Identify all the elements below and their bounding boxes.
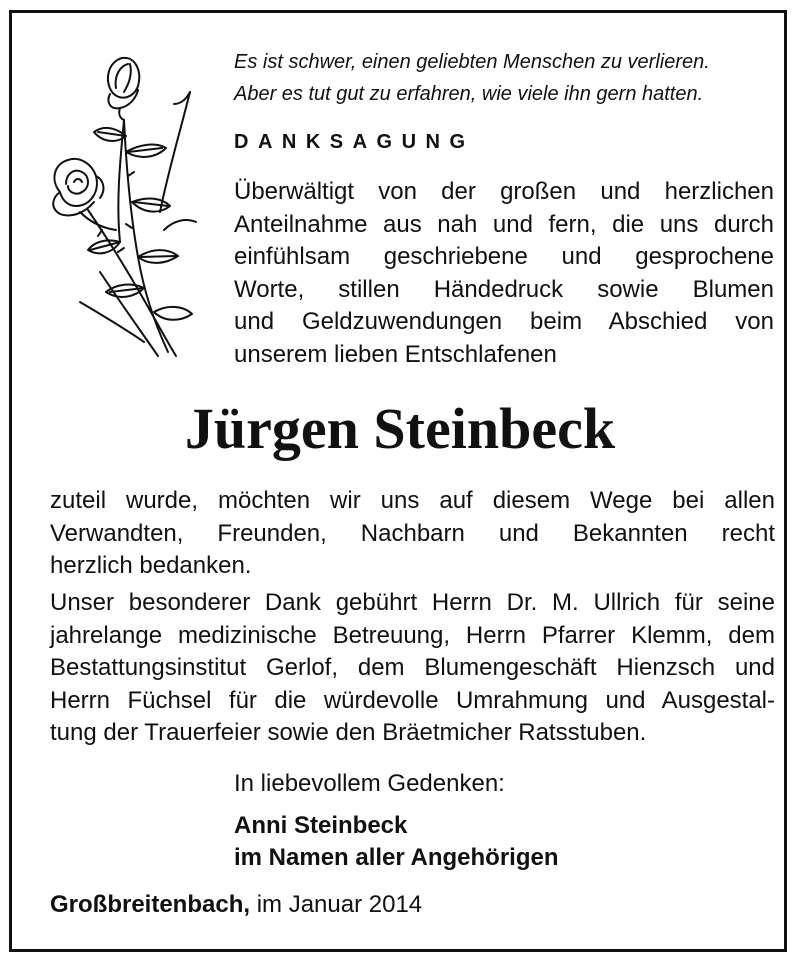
intro-line: unserem lieben Entschlafenen — [234, 340, 557, 368]
paragraph-line: jahrelange medizinische Betreuung, Herrn Pfarrer Klemm, dem — [50, 621, 775, 649]
signer-name: Anni Steinbeck — [234, 812, 408, 839]
intro-line: Überwältigt von der großen und herzlichen — [234, 178, 774, 205]
intro-line: einfühlsam geschriebene und gesprochene — [234, 243, 774, 270]
signer-block — [234, 810, 559, 874]
heading-danksagung: DANKSAGUNG — [234, 131, 475, 153]
intro-paragraph — [234, 176, 774, 371]
paragraph-line: Bestattungsinstitut Gerlof, dem Blumengeschäft Hienzsch und — [50, 654, 775, 681]
place-date-text: im Januar 2014 — [256, 891, 423, 918]
paragraph-line: zuteil wurde, möchten wir uns auf diesem Wege bei allen — [50, 487, 775, 514]
signer-on-behalf: im Namen aller Angehörigen — [234, 844, 559, 871]
quote-line: Aber es tut gut zu erfahren, wie viele ihn gern hatten. — [234, 83, 704, 105]
paragraph-line: tung der Trauerfeier sowie den Bräetmicher Ratsstuben. — [50, 719, 647, 746]
intro-line: Anteilnahme aus nah und fern, die uns durch — [234, 210, 774, 238]
place-date — [50, 889, 422, 921]
paragraph-line: Herrn Füchsel für die würdevolle Umrahmung und Ausgestal- — [50, 686, 775, 714]
place-town: Großbreitenbach, — [50, 891, 251, 918]
rose-icon — [40, 52, 205, 362]
intro-line: und Geldzuwendungen beim Abschied von — [234, 308, 774, 335]
deceased-name: Jürgen Steinbeck — [184, 396, 616, 461]
quote-line: Es ist schwer, einen geliebten Menschen zu verlieren. — [234, 51, 710, 73]
paragraph-line: Unser besonderer Dank gebührt Herrn Dr. M. Ullrich für seine — [50, 589, 775, 616]
special-thanks-paragraph — [50, 587, 775, 750]
intro-line: Worte, stillen Händedruck sowie Blumen — [234, 275, 774, 303]
paragraph-line: herzlich bedanken. — [50, 552, 252, 579]
closing-line: In liebevollem Gedenken: — [234, 770, 505, 797]
paragraph-line: Verwandten, Freunden, Nachbarn und Bekannten recht — [50, 519, 775, 547]
thanks-paragraph — [50, 485, 775, 583]
quote — [234, 46, 764, 110]
